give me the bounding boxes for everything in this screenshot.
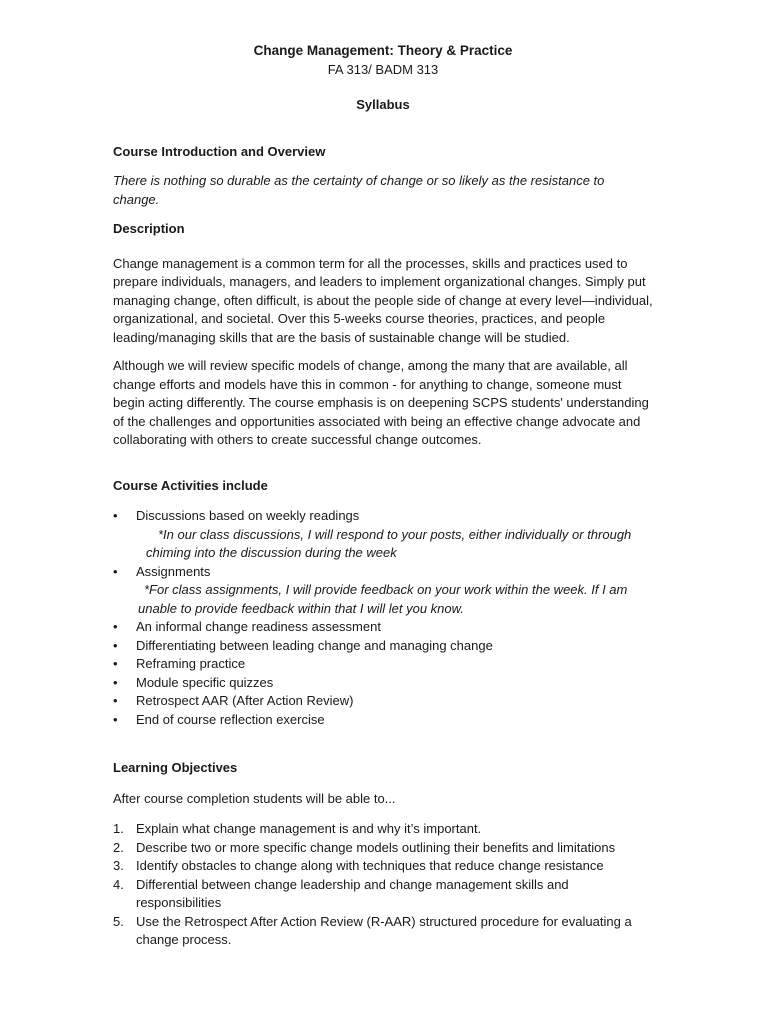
intro-heading: Course Introduction and Overview	[113, 143, 326, 159]
document-content	[113, 42, 653, 950]
objectives-heading: Learning Objectives	[113, 760, 238, 775]
list-item	[113, 692, 653, 711]
list-item	[113, 913, 653, 950]
activity-text: Reframing practice	[136, 656, 246, 671]
bullet-icon: •	[113, 674, 118, 690]
description-paragraph-1: Change management is a common term for all the processes, skills and practices used to prepare individuals, managers, and leaders to implement organizational changes. Simply put managing change, often difficult, is about the people side of change at every level—individual, organizational, and societal. Over this 5-weeks course theories, practices, and people leading/managing skills that are the basis of sustainable change will be studied.	[113, 255, 653, 345]
bullet-icon: •	[113, 711, 118, 727]
list-item	[113, 711, 653, 730]
course-title: Change Management: Theory & Practice	[253, 43, 513, 58]
list-item	[113, 655, 653, 674]
activity-text: Discussions based on weekly readings	[136, 508, 360, 523]
objective-text: Describe two or more specific change models outlining their benefits and limitations	[136, 839, 616, 855]
objective-text: Explain what change management is and why it’s important.	[136, 821, 482, 836]
activities-list	[113, 507, 653, 729]
bullet-icon: •	[113, 619, 118, 634]
activity-text: An informal change readiness assessment	[136, 619, 381, 634]
activity-text: Assignments	[136, 563, 211, 579]
activity-text: End of course reflection exercise	[136, 711, 325, 727]
objective-number: 4.	[113, 876, 124, 892]
list-item	[113, 637, 653, 656]
bullet-icon: •	[113, 637, 118, 653]
objective-number: 1.	[113, 821, 124, 836]
list-item	[113, 820, 653, 839]
description-paragraph-2: Although we will review specific models of change, among the many that are available, all change efforts and models have this in common - for anything to change, someone must begin acting differently. The course emphasis is on deepening SCPS students' understanding of the challenges and opportunities associated with being an effective change advocate and collaborating with others to create successful change outcomes.	[113, 358, 649, 447]
activity-note: *In our class discussions, I will respond to your posts, either individually or through chiming into the discussion during the week	[146, 526, 632, 560]
objectives-list	[113, 820, 653, 950]
bullet-icon: •	[113, 656, 118, 671]
activity-note: *For class assignments, I will provide feedback on your work within the week. If I am unable to provide feedback within that I will let you know.	[138, 582, 628, 616]
list-item	[113, 876, 653, 913]
objective-number: 5.	[113, 913, 124, 929]
syllabus-label: Syllabus	[356, 97, 410, 112]
objective-text: Differential between change leadership and change management skills and responsibilities	[136, 876, 569, 910]
bullet-icon: •	[113, 563, 118, 579]
list-item	[113, 857, 653, 876]
objectives-intro: After course completion students will be able to...	[113, 790, 396, 806]
list-item	[113, 618, 653, 637]
activity-text: Retrospect AAR (After Action Review)	[136, 693, 354, 708]
list-item	[113, 839, 653, 858]
objective-number: 2.	[113, 839, 124, 855]
list-item	[113, 674, 653, 693]
bullet-icon: •	[113, 508, 118, 523]
objective-text: Use the Retrospect After Action Review (R-AAR) structured procedure for evaluating a change process.	[136, 913, 632, 947]
description-heading: Description	[113, 221, 185, 236]
list-item	[113, 563, 653, 619]
objective-text: Identify obstacles to change along with techniques that reduce change resistance	[136, 858, 604, 873]
activity-text: Differentiating between leading change and managing change	[136, 637, 493, 653]
intro-quote: There is nothing so durable as the certainty of change or so likely as the resistance to change.	[113, 173, 605, 207]
activities-heading: Course Activities include	[113, 477, 268, 493]
bullet-icon: •	[113, 693, 118, 708]
activity-text: Module specific quizzes	[136, 674, 274, 690]
objective-number: 3.	[113, 858, 124, 873]
course-code: FA 313/ BADM 313	[327, 61, 439, 77]
list-item	[113, 507, 653, 563]
